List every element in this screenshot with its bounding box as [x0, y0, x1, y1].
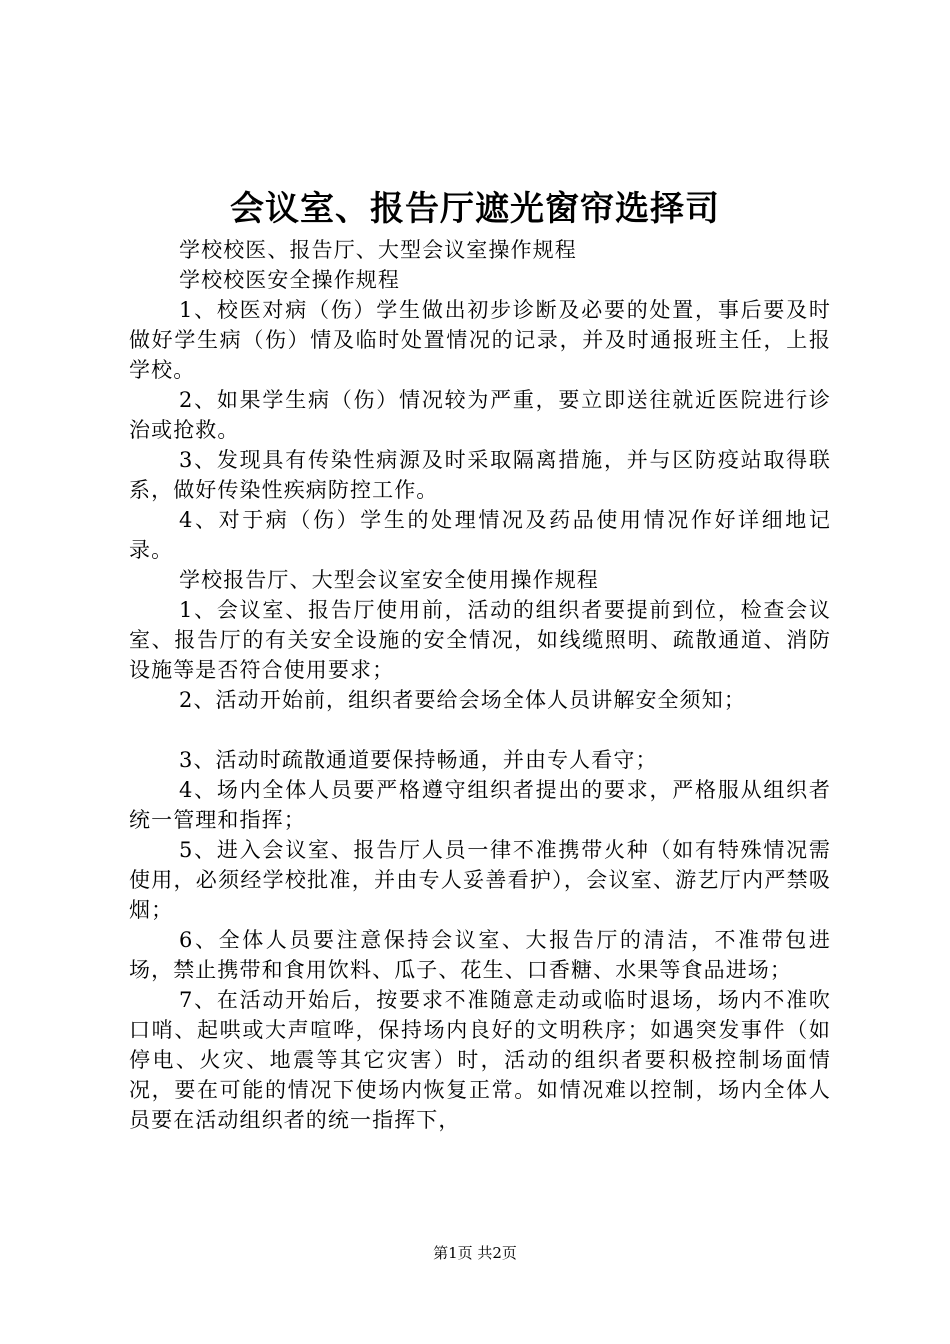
paragraph-subtitle-main: 学校校医、报告厅、大型会议室操作规程: [179, 238, 577, 262]
paragraph-hall-rule-1: 1、会议室、报告厅使用前，活动的组织者要提前到位，检查会议室、报告厅的有关安全设施的安全情况，如线缆照明、疏散通道、消防设施等是否符合使用要求；: [129, 598, 831, 682]
paragraph-section-heading-hall: 学校报告厅、大型会议室安全使用操作规程: [179, 568, 599, 592]
paragraph-hall-rule-6: 6、全体人员要注意保持会议室、大报告厅的清洁，不准带包进场，禁止携带和食用饮料、瓜子、花生、口香糖、水果等食品进场；: [129, 928, 831, 982]
paragraph-hall-rule-2: 2、活动开始前，组织者要给会场全体人员讲解安全须知；: [179, 688, 746, 712]
paragraph-clinic-rule-2: 2、如果学生病（伤）情况较为严重，要立即送往就近医院进行诊治或抢救。: [129, 388, 831, 442]
paragraph-hall-rule-4: 4、场内全体人员要严格遵守组织者提出的要求，严格服从组织者统一管理和指挥；: [129, 778, 831, 832]
paragraph-hall-rule-3: 3、活动时疏散通道要保持畅通，并由专人看守；: [179, 748, 658, 772]
document-body: [129, 235, 831, 1135]
paragraph-hall-rule-5: 5、进入会议室、报告厅人员一律不准携带火种（如有特殊情况需使用，必须经学校批准，并由专人妥善看护），会议室、游艺厅内严禁吸烟；: [129, 838, 831, 922]
paragraph-section-heading-clinic: 学校校医安全操作规程: [179, 268, 400, 292]
paragraph-clinic-rule-1: 1、校医对病（伤）学生做出初步诊断及必要的处置，事后要及时做好学生病（伤）情及临时处置情况的记录，并及时通报班主任，上报学校。: [129, 298, 831, 382]
paragraph-clinic-rule-3: 3、发现具有传染性病源及时采取隔离措施，并与区防疫站取得联系，做好传染性疾病防控工作。: [129, 448, 831, 502]
document-title: 会议室、报告厅遮光窗帘选择司: [230, 189, 720, 229]
paragraph-hall-rule-7: 7、在活动开始后，按要求不准随意走动或临时退场，场内不准吹口哨、起哄或大声喧哗，保持场内良好的文明秩序；如遇突发事件（如停电、火灾、地震等其它灾害）时，活动的组织者要积极控制场面情况，要在可能的情况下使场内恢复正常。如情况难以控制，场内全体人员要在活动组织者的统一指挥下，: [129, 988, 831, 1132]
paragraph-clinic-rule-4: 4、对于病（伤）学生的处理情况及药品使用情况作好详细地记录。: [129, 508, 831, 562]
page-number-footer: 第1页 共2页: [433, 1244, 517, 1262]
